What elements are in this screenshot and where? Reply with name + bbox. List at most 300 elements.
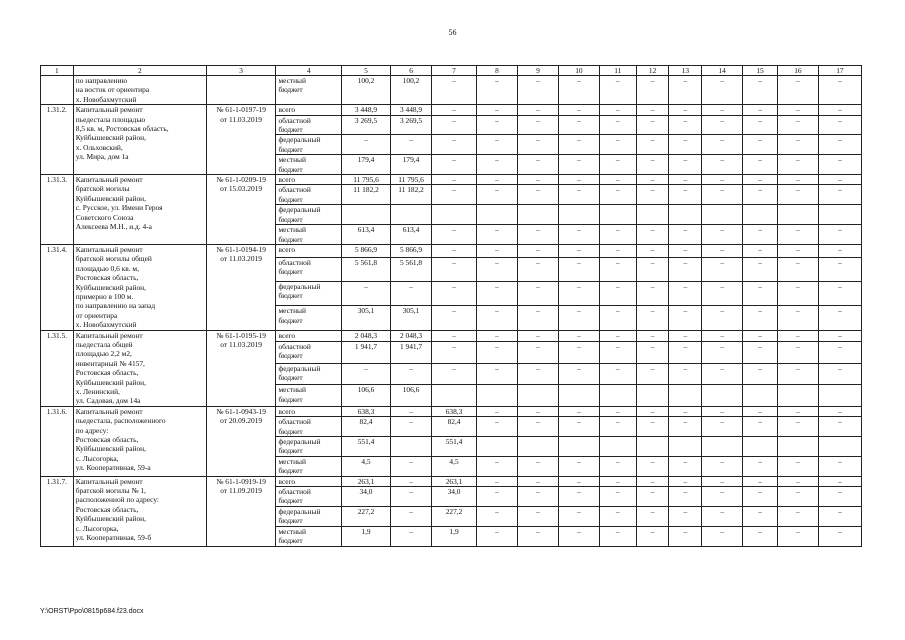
amount-year: –: [636, 476, 669, 486]
amount-year: –: [558, 155, 599, 175]
funding-source-line: бюджет: [278, 164, 303, 174]
amount-c5: 227,2: [341, 506, 390, 526]
amount-year: –: [558, 281, 599, 305]
amount-c5: 638,3: [341, 406, 390, 416]
amount-year: –: [636, 135, 669, 155]
amount-year: –: [558, 476, 599, 486]
amount-c7: 263,1: [432, 476, 477, 486]
funding-source: [276, 257, 342, 281]
amount-c7: 34,0: [432, 487, 477, 507]
amount-year: –: [636, 281, 669, 305]
amount-year: –: [558, 487, 599, 507]
funding-source: [276, 185, 342, 205]
amount-year: –: [743, 417, 778, 437]
amount-year: –: [818, 135, 861, 155]
amount-year: –: [743, 506, 778, 526]
amount-year: –: [636, 330, 669, 341]
amount-year: –: [599, 341, 636, 363]
amount-c5: 613,4: [341, 225, 390, 245]
funding-source: [276, 476, 342, 486]
item-description: [73, 406, 206, 476]
document-reference: [206, 330, 276, 406]
amount-year: [599, 437, 636, 457]
amount-c5: 551,4: [341, 437, 390, 457]
amount-year: –: [636, 487, 669, 507]
amount-c7: [432, 205, 477, 225]
amount-year: –: [743, 105, 778, 115]
amount-year: –: [477, 363, 518, 385]
amount-year: [477, 437, 518, 457]
funding-source-line: бюджет: [278, 234, 303, 244]
table-row: [41, 330, 862, 341]
amount-c5: 5 561,8: [341, 257, 390, 281]
funding-source-line: бюджет: [278, 426, 303, 436]
document-line: от 11.03.2019: [220, 114, 262, 124]
amount-year: –: [558, 526, 599, 546]
funding-source: [276, 487, 342, 507]
table-row: [41, 406, 862, 416]
amount-year: –: [517, 526, 558, 546]
amount-c7: –: [432, 76, 477, 105]
description-line: Капитальный ремонт: [75, 406, 143, 416]
amount-c7: –: [432, 225, 477, 245]
amount-year: –: [517, 281, 558, 305]
column-header: 9: [517, 66, 558, 76]
amount-year: –: [743, 185, 778, 205]
funding-source-line: бюджет: [278, 466, 303, 476]
amount-year: –: [636, 257, 669, 281]
description-line: с. Русское, ул. Имени Героя: [75, 203, 163, 213]
document-line: № 61-1-0194-19: [216, 244, 266, 254]
amount-c6: [391, 205, 432, 225]
amount-year: –: [558, 257, 599, 281]
amount-year: –: [477, 341, 518, 363]
document-line: № 61-1-0943-19: [216, 406, 266, 416]
description-line: Ростовская область,: [75, 368, 139, 378]
amount-year: –: [636, 506, 669, 526]
column-header: 10: [558, 66, 599, 76]
amount-year: –: [777, 417, 818, 437]
funding-source-line: всего: [278, 105, 296, 115]
amount-c7: 4,5: [432, 456, 477, 476]
amount-year: –: [558, 417, 599, 437]
funding-source-line: бюджет: [278, 267, 303, 277]
amount-c6: 305,1: [391, 306, 432, 330]
amount-c5: 4,5: [341, 456, 390, 476]
funding-source-line: бюджет: [278, 536, 303, 546]
amount-year: –: [636, 76, 669, 105]
amount-year: –: [558, 506, 599, 526]
funding-source: [276, 506, 342, 526]
amount-year: –: [558, 135, 599, 155]
amount-c5: 5 866,9: [341, 244, 390, 257]
amount-year: [818, 385, 861, 407]
amount-year: –: [743, 526, 778, 546]
funding-source-line: бюджет: [278, 496, 303, 506]
amount-c5: –: [341, 135, 390, 155]
amount-c7: –: [432, 175, 477, 185]
description-line: х. Ольховский,: [75, 142, 123, 152]
amount-year: –: [599, 330, 636, 341]
funding-source-line: бюджет: [278, 85, 303, 95]
amount-c5: 179,4: [341, 155, 390, 175]
amount-c7: –: [432, 330, 477, 341]
description-line: с. Лысогорка,: [75, 453, 119, 463]
amount-year: –: [702, 135, 743, 155]
amount-year: –: [599, 135, 636, 155]
description-line: Куйбышевский район,: [75, 444, 146, 454]
file-path: Y:\ORST\Ppo\0815p684.f23.docx: [40, 608, 144, 615]
description-line: Капитальный ремонт: [75, 175, 143, 185]
amount-year: –: [702, 417, 743, 437]
amount-c6: –: [391, 363, 432, 385]
amount-c6: 5 866,9: [391, 244, 432, 257]
funding-source-line: областной: [278, 341, 311, 351]
amount-c5: [341, 205, 390, 225]
amount-c5: 11 182,2: [341, 185, 390, 205]
amount-year: –: [669, 105, 702, 115]
description-line: Куйбышевский район,: [75, 193, 146, 203]
document-reference: [206, 105, 276, 175]
amount-year: –: [477, 487, 518, 507]
amount-year: –: [743, 306, 778, 330]
document-reference: [206, 244, 276, 330]
description-line: Куйбышевский район,: [75, 514, 146, 524]
funding-source-line: бюджет: [278, 446, 303, 456]
amount-year: –: [818, 330, 861, 341]
amount-year: –: [558, 363, 599, 385]
amount-year: [636, 385, 669, 407]
description-line: расположенной по адресу:: [75, 495, 159, 505]
document-line: № 61-1-0195-19: [216, 330, 266, 340]
funding-source-line: бюджет: [278, 372, 303, 382]
funding-source-line: федеральный: [278, 205, 321, 215]
description-line: от ориентира: [75, 310, 118, 320]
description-line: пьедестала, расположенного: [75, 416, 166, 426]
funding-source-line: всего: [278, 406, 296, 416]
amount-year: –: [558, 185, 599, 205]
amount-year: –: [599, 115, 636, 135]
amount-year: [558, 205, 599, 225]
amount-year: –: [777, 526, 818, 546]
amount-year: –: [777, 406, 818, 416]
funding-source-line: бюджет: [278, 144, 303, 154]
table-row: [41, 105, 862, 115]
amount-year: [669, 437, 702, 457]
table-row: [41, 175, 862, 185]
amount-year: –: [777, 506, 818, 526]
amount-year: –: [599, 155, 636, 175]
amount-c6: –: [391, 526, 432, 546]
amount-year: –: [558, 341, 599, 363]
amount-c5: 1,9: [341, 526, 390, 546]
amount-c5: 2 048,3: [341, 330, 390, 341]
amount-year: –: [517, 406, 558, 416]
amount-year: –: [818, 487, 861, 507]
item-code: [41, 76, 74, 105]
funding-source: [276, 526, 342, 546]
amount-year: –: [599, 244, 636, 257]
funding-source-line: местный: [278, 385, 306, 395]
amount-year: –: [599, 76, 636, 105]
amount-year: –: [517, 417, 558, 437]
item-code: 1.31.4.: [41, 244, 74, 330]
amount-year: –: [636, 417, 669, 437]
amount-year: –: [477, 105, 518, 115]
amount-year: –: [517, 306, 558, 330]
amount-year: –: [517, 476, 558, 486]
amount-c6: 106,6: [391, 385, 432, 407]
amount-year: –: [669, 225, 702, 245]
description-line: Куйбышевский район,: [75, 377, 146, 387]
amount-c7: –: [432, 135, 477, 155]
amount-year: –: [477, 281, 518, 305]
amount-year: –: [636, 406, 669, 416]
amount-c5: 263,1: [341, 476, 390, 486]
amount-c7: –: [432, 281, 477, 305]
funding-source-line: бюджет: [278, 291, 303, 301]
amount-year: –: [669, 476, 702, 486]
funding-source-line: бюджет: [278, 315, 303, 325]
amount-year: [517, 205, 558, 225]
amount-year: –: [743, 363, 778, 385]
amount-year: –: [818, 175, 861, 185]
amount-year: –: [702, 330, 743, 341]
column-header: 16: [777, 66, 818, 76]
amount-year: –: [669, 406, 702, 416]
description-line: Капитальный ремонт: [75, 244, 143, 254]
amount-year: –: [477, 476, 518, 486]
table-row: [41, 244, 862, 257]
column-header: 8: [477, 66, 518, 76]
amount-year: –: [777, 175, 818, 185]
amount-c7: –: [432, 257, 477, 281]
funding-source-line: областной: [278, 417, 311, 427]
funding-source: [276, 406, 342, 416]
amount-year: –: [702, 155, 743, 175]
amount-c7: –: [432, 155, 477, 175]
amount-c5: 3 269,5: [341, 115, 390, 135]
amount-year: –: [777, 76, 818, 105]
description-line: х. Ленинский,: [75, 387, 120, 396]
description-line: пьедестала общей: [75, 339, 133, 349]
amount-year: –: [599, 456, 636, 476]
amount-year: –: [777, 225, 818, 245]
description-line: Капитальный ремонт: [75, 330, 143, 340]
amount-year: [777, 205, 818, 225]
funding-source-line: федеральный: [278, 363, 321, 373]
amount-c6: 100,2: [391, 76, 432, 105]
amount-year: –: [669, 155, 702, 175]
amount-year: –: [777, 487, 818, 507]
amount-year: –: [669, 506, 702, 526]
amount-year: –: [669, 281, 702, 305]
description-line: х. Новобахмутский: [75, 320, 137, 330]
table-row: [41, 476, 862, 486]
amount-year: [702, 205, 743, 225]
column-header: 15: [743, 66, 778, 76]
amount-year: –: [818, 185, 861, 205]
amount-year: –: [669, 341, 702, 363]
amount-year: –: [517, 115, 558, 135]
table-row: [41, 76, 862, 105]
amount-c7: –: [432, 105, 477, 115]
item-code: 1.31.6.: [41, 406, 74, 476]
amount-c6: –: [391, 406, 432, 416]
amount-c5: 305,1: [341, 306, 390, 330]
funding-source: [276, 155, 342, 175]
amount-year: –: [669, 526, 702, 546]
amount-year: –: [636, 225, 669, 245]
item-description: [73, 476, 206, 546]
item-description: [73, 244, 206, 330]
amount-year: [477, 385, 518, 407]
amount-year: –: [517, 487, 558, 507]
amount-year: [743, 437, 778, 457]
amount-year: –: [636, 115, 669, 135]
amount-year: –: [743, 456, 778, 476]
amount-year: –: [702, 476, 743, 486]
description-line: Ростовская область,: [75, 435, 139, 445]
amount-year: –: [743, 487, 778, 507]
amount-year: [517, 437, 558, 457]
description-line: Ростовская область,: [75, 273, 139, 283]
amount-year: –: [777, 105, 818, 115]
document-line: № 61-1-0197-19: [216, 105, 266, 115]
funding-source-line: местный: [278, 456, 306, 466]
description-line: братской могилы общей: [75, 254, 152, 264]
funding-source: [276, 306, 342, 330]
amount-c6: –: [391, 506, 432, 526]
document-line: № 61-1-0209-19: [216, 175, 266, 185]
document-reference: [206, 406, 276, 476]
amount-c5: 106,6: [341, 385, 390, 407]
amount-year: –: [702, 244, 743, 257]
amount-year: –: [517, 456, 558, 476]
amount-year: –: [818, 244, 861, 257]
amount-c7: 551,4: [432, 437, 477, 457]
amount-year: –: [669, 456, 702, 476]
column-header: 12: [636, 66, 669, 76]
item-description: [73, 76, 206, 105]
amount-c7: 82,4: [432, 417, 477, 437]
amount-year: [777, 437, 818, 457]
description-line: с. Лысогорка,: [75, 523, 119, 533]
amount-year: –: [599, 406, 636, 416]
amount-c5: –: [341, 363, 390, 385]
amount-year: –: [818, 341, 861, 363]
amount-c7: –: [432, 115, 477, 135]
column-header: 6: [391, 66, 432, 76]
amount-year: –: [702, 115, 743, 135]
amount-year: –: [558, 225, 599, 245]
amount-year: –: [818, 506, 861, 526]
description-line: Куйбышевский район,: [75, 282, 146, 292]
amount-year: –: [743, 476, 778, 486]
funding-source-line: всего: [278, 476, 296, 486]
amount-year: –: [599, 363, 636, 385]
amount-year: –: [636, 341, 669, 363]
amount-year: –: [743, 341, 778, 363]
amount-year: –: [517, 175, 558, 185]
amount-year: –: [702, 487, 743, 507]
amount-year: –: [702, 363, 743, 385]
description-line: Капитальный ремонт: [75, 105, 143, 115]
funding-source-line: федеральный: [278, 135, 321, 145]
column-header: 17: [818, 66, 861, 76]
column-header: 11: [599, 66, 636, 76]
amount-c6: –: [391, 456, 432, 476]
funding-source-line: местный: [278, 76, 306, 85]
amount-c6: 11 795,6: [391, 175, 432, 185]
amount-c7: –: [432, 306, 477, 330]
amount-year: –: [599, 526, 636, 546]
amount-year: [702, 385, 743, 407]
amount-c5: 100,2: [341, 76, 390, 105]
description-line: ул. Садовая, дом 14а: [75, 396, 141, 406]
description-line: по адресу:: [75, 425, 109, 435]
amount-year: –: [702, 306, 743, 330]
description-line: примерно в 100 м.: [75, 291, 134, 301]
amount-year: –: [669, 330, 702, 341]
amount-year: –: [636, 363, 669, 385]
amount-year: [599, 205, 636, 225]
amount-c6: 179,4: [391, 155, 432, 175]
funding-source: [276, 330, 342, 341]
document-line: от 11.09.2019: [220, 486, 262, 496]
column-header: 13: [669, 66, 702, 76]
item-code: 1.31.7.: [41, 476, 74, 546]
funding-source-line: бюджет: [278, 394, 303, 404]
amount-year: –: [669, 306, 702, 330]
amount-year: –: [702, 225, 743, 245]
amount-year: –: [818, 115, 861, 135]
amount-year: –: [599, 257, 636, 281]
amount-year: [636, 205, 669, 225]
amount-year: –: [517, 155, 558, 175]
amount-year: –: [818, 306, 861, 330]
funding-source: [276, 105, 342, 115]
amount-year: –: [477, 456, 518, 476]
amount-year: [818, 437, 861, 457]
funding-source-line: бюджет: [278, 516, 303, 526]
document-line: от 20.09.2019: [220, 416, 263, 426]
amount-year: –: [636, 244, 669, 257]
amount-c7: 638,3: [432, 406, 477, 416]
amount-year: –: [477, 115, 518, 135]
amount-year: –: [477, 306, 518, 330]
funding-source: [276, 76, 342, 105]
funding-source-line: бюджет: [278, 351, 303, 361]
document-reference: [206, 476, 276, 546]
amount-c6: –: [391, 476, 432, 486]
amount-year: –: [777, 115, 818, 135]
amount-year: –: [636, 185, 669, 205]
amount-year: –: [477, 506, 518, 526]
funding-source-line: местный: [278, 306, 306, 316]
description-line: братской могилы № 1,: [75, 486, 146, 496]
amount-year: –: [777, 135, 818, 155]
amount-year: –: [599, 306, 636, 330]
amount-c6: 2 048,3: [391, 330, 432, 341]
header-row: [41, 66, 862, 76]
description-line: инвентарный № 4157,: [75, 358, 145, 368]
column-header: 1: [41, 66, 74, 76]
amount-year: –: [777, 306, 818, 330]
amount-c7: –: [432, 341, 477, 363]
amount-year: –: [477, 330, 518, 341]
amount-year: –: [477, 417, 518, 437]
